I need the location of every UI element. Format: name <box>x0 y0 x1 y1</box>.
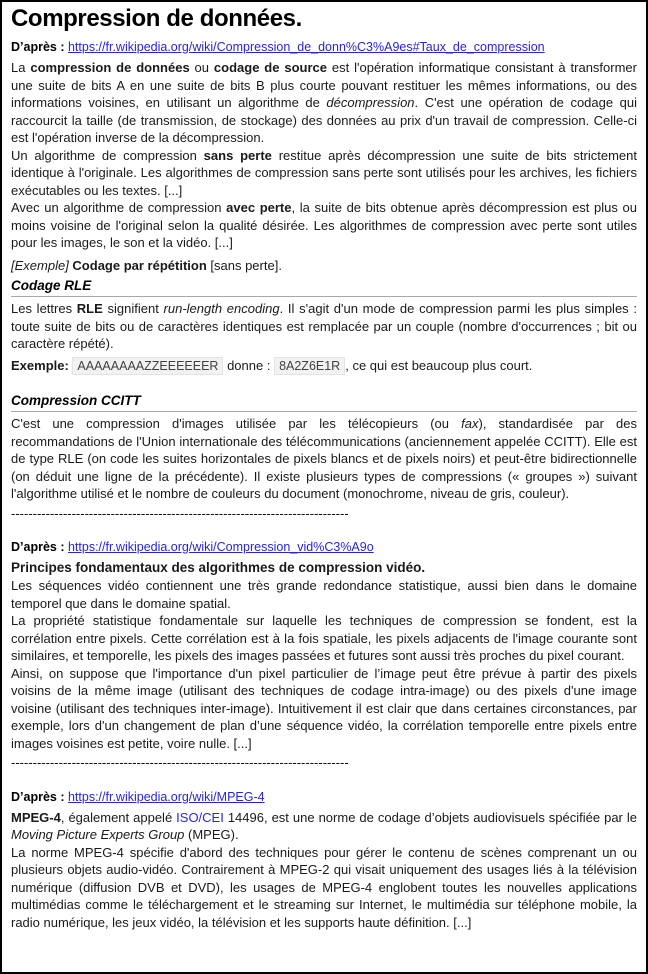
example-label: Exemple: <box>11 357 73 373</box>
text-run-italic: décompression <box>326 95 415 110</box>
paragraph-sans-perte <box>11 147 637 200</box>
paragraph-mpeg4-norme: La norme MPEG-4 spécifie d'abord des techniques pour gérer le contenu de scènes comprenant un ou plusieurs objets audio-vidéo. Contrairement à MPEG-2 qui visait uniquement des usages liés à la télévision numérique (diffusion DVB et DVD), les usages de MPEG-4 englobent toutes les nouvelles applications multimédias comme le téléchargement et le streaming sur Internet, le multimédia sur téléphone mobile, la radio numérique, les jeux vidéo, la télévision et les supports haute définition. [...] <box>11 844 637 930</box>
text-run: C'est une compression d'images utilisée par les télécopieurs (ou <box>11 416 462 431</box>
text-run-bold: MPEG-4 <box>11 809 61 825</box>
text-run-bold: Codage par répétition <box>72 257 207 273</box>
code-sample-input: AAAAAAAAZZEEEEEER <box>72 357 223 375</box>
text-run-bold: compression de données <box>30 60 190 75</box>
text-run-italic: run-length encoding <box>163 301 280 316</box>
text-run: . C'est une opération de codage qui raccourcit la taille (de transmission, de stockage) des données au prix d'un travail de compression. Celle-ci est l'opération inverse de la décompression. <box>11 95 637 145</box>
paragraph-video-redondance: Les séquences vidéo contiennent une très grande redondance statistique, aussi bien dans le domaine temporel que dans le domaine spatial. <box>11 578 637 611</box>
text-run: , la suite de bits obtenue après décompression est plus ou moins voisine de l'original selon la qualité désirée. Les algorithmes de compression avec perte sont utiles pour les images, le son et la vidéo. [...] <box>11 200 637 250</box>
paragraph-avec-perte <box>11 199 637 252</box>
source-link-compression-donnees[interactable]: https://fr.wikipedia.org/wiki/Compression_de_donn%C3%A9es#Taux_de_compression <box>67 40 545 54</box>
text-run-bold: avec perte <box>226 200 292 215</box>
text-run: Avec un algorithme de compression <box>11 200 227 215</box>
paragraph-mpeg4-intro <box>11 809 637 844</box>
text-run-bold: RLE <box>76 301 103 316</box>
text-run-italic: fax <box>461 416 479 431</box>
source-label: D’après : <box>11 540 65 554</box>
text-run: signifient <box>102 301 164 316</box>
text-run: Un algorithme de compression <box>11 147 204 163</box>
code-sample-output: 8A2Z6E1R <box>274 357 345 375</box>
text-run: Les lettres <box>11 301 77 316</box>
text-run-italic: Moving Picture Experts Group <box>11 827 185 842</box>
paragraph-rle <box>11 300 637 353</box>
text-run-bold: sans perte <box>203 147 272 163</box>
source-label: D’après : <box>11 40 65 54</box>
paragraph-compression-intro <box>11 59 637 147</box>
text-run: restitue après décompression une suite de bits strictement identique à l'originale. Les algorithmes de compression sans perte sont utilisés pour les archives, les fichiers exécutables ou les textes. [...] <box>11 147 637 198</box>
text-run: , ce qui est beaucoup plus court. <box>345 357 533 373</box>
paragraph-video-correlation: La propriété statistique fondamentale sur laquelle les techniques de compression se fondent, est la corrélation entre pixels. Cette corrélation est à la fois spatiale, les pixels adjacents de l'image courante sont similaires, et temporelle, les pixels des images passées et futures sont aussi très proches du pixel courant. <box>11 613 637 663</box>
source-label: D’après : <box>11 789 65 804</box>
paragraph-rle-example <box>11 353 637 382</box>
dashed-separator: ------------------------------------------------------------------------------ <box>11 755 349 770</box>
text-run: . Il s'agit d'un mode de compression parmi les plus simples : toute suite de bits ou de caractères identiques est remplacée par un couple (nombre d'occurrences ; bit ou caractère répété). <box>11 301 637 351</box>
text-run: , également appelé <box>60 809 177 825</box>
section-heading-rle: Codage RLE <box>11 277 637 297</box>
text-run: ), standardisée par des recommandations de l'Union internationale des télécommunications (anciennement appelée CCITT). Elle est de type RLE (on code les suites horizontales de pixels blancs et de pixels noirs) et peut-être bidirectionnelle (on déduit une ligne de la précédente). Il existe plusieurs types de compressions (« groupes ») suivant l'algorithme utilisé et le nombre de couleurs du document (monochrome, niveau de gris, couleur). <box>11 416 637 501</box>
iso-cei-reference[interactable]: ISO/CEI <box>176 809 224 825</box>
section-heading-ccitt: Compression CCITT <box>11 392 637 412</box>
text-run-bold: codage de source <box>213 60 327 75</box>
text-run: donne : <box>223 357 275 373</box>
text-run: est l'opération informatique consistant à transformer une suite de bits A en une suite de bits B plus courte pouvant restituer les mêmes informations, ou des informations voisines, en utilisant un algorithme de <box>11 60 637 110</box>
page-title: Compression de données. <box>11 5 302 32</box>
text-run: La <box>11 60 31 75</box>
source-line-2 <box>11 539 637 556</box>
source-line-1 <box>11 39 637 56</box>
paragraph-exemple-intro <box>11 257 637 275</box>
text-run: (MPEG). <box>184 827 239 842</box>
dashed-separator: ------------------------------------------------------------------------------ <box>11 505 349 521</box>
source-line-3 <box>11 789 637 806</box>
source-link-compression-video[interactable]: https://fr.wikipedia.org/wiki/Compression_vid%C3%A9o <box>67 540 374 554</box>
source-link-mpeg4[interactable]: https://fr.wikipedia.org/wiki/MPEG-4 <box>67 789 265 804</box>
text-run: 14496, est une norme de codage d’objets audiovisuels spécifiée par le <box>223 809 637 825</box>
text-run-italic: [Exemple] <box>11 257 73 273</box>
text-run: ou <box>189 60 214 75</box>
paragraph-video-prediction: Ainsi, on suppose que l'importance d'un pixel particulier de l’image peut être prévue à partir des pixels voisins de la même image (utilisant des techniques de codage intra-image) ou des pixels d'une image voisine (utilisant des techniques inter-image). Intuitivement il est clair que dans certaines circonstances, par exemple, lors d'un changement de plan d’une séquence vidéo, la corrélation temporelle entre pixels entre images voisines est petite, voire nulle. [...] <box>11 665 637 751</box>
paragraph-ccitt <box>11 415 637 503</box>
subtitle-video-principles: Principes fondamentaux des algorithmes de compression vidéo. <box>11 560 426 575</box>
text-run: [sans perte]. <box>206 257 282 273</box>
